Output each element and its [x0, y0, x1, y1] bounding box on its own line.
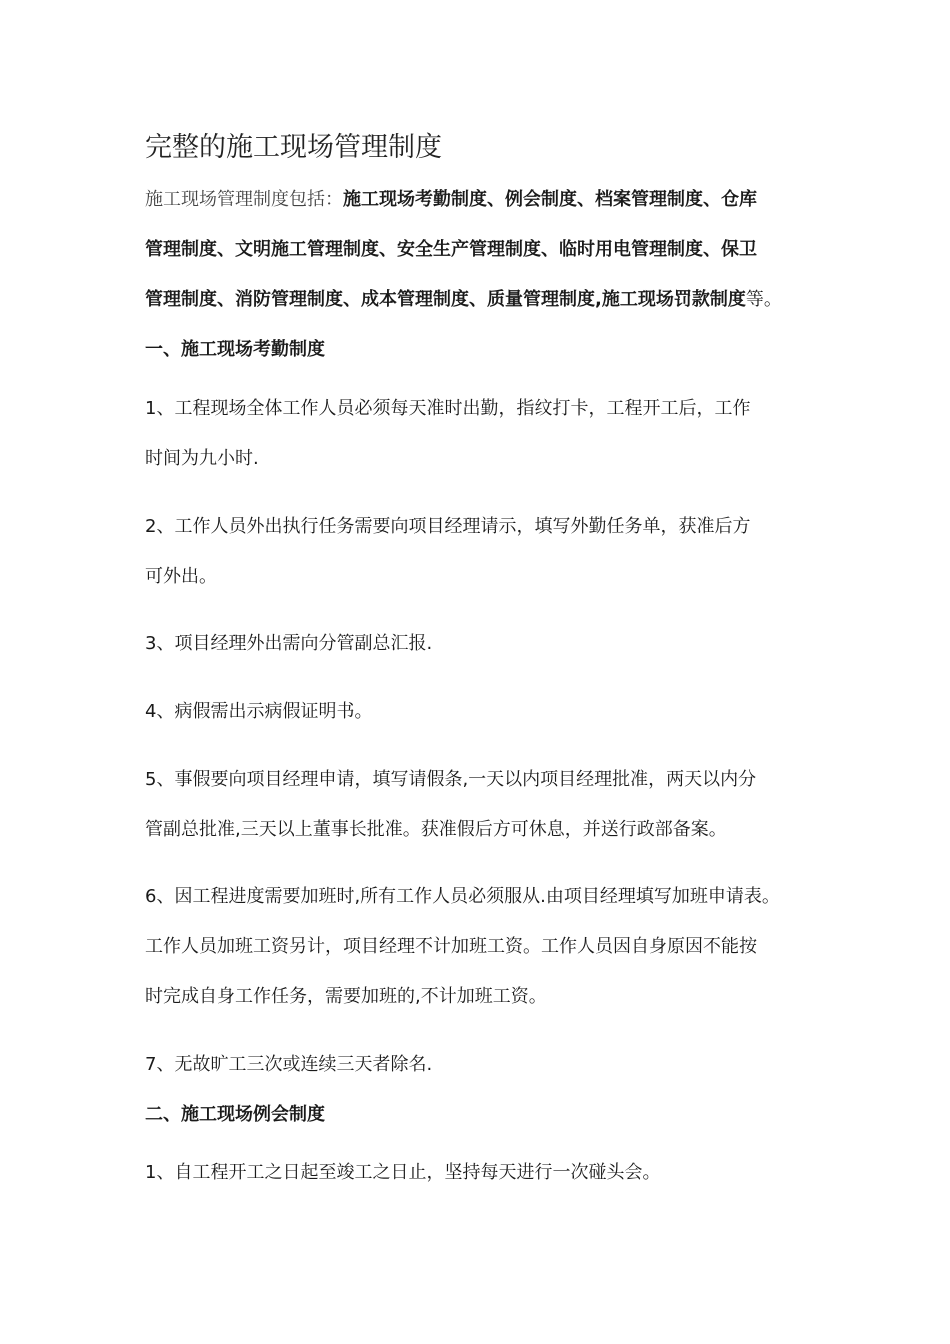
s1-item-6-line-1: 6、因工程进度需要加班时,所有工作人员必须服从.由项目经理填写加班申请表。	[145, 886, 780, 907]
intro-line-2: 管理制度、文明施工管理制度、安全生产管理制度、临时用电管理制度、保卫	[145, 239, 757, 260]
intro-bold-3: 管理制度、消防管理制度、成本管理制度、质量管理制度,施工现场罚款制度	[145, 289, 746, 310]
s1-item-6-line-2: 工作人员加班工资另计，项目经理不计加班工资。工作人员因自身原因不能按	[145, 936, 757, 957]
intro-suffix: 等。	[745, 289, 782, 310]
s1-item-1-line-2: 时间为九小时.	[145, 448, 259, 469]
s1-item-2-line-1: 2、工作人员外出执行任务需要向项目经理请示，填写外勤任务单，获准后方	[145, 516, 751, 537]
s1-item-5-line-2: 管副总批准,三天以上董事长批准。获准假后方可休息，并送行政部备案。	[145, 819, 727, 840]
s2-item-1: 1、自工程开工之日起至竣工之日止，坚持每天进行一次碰头会。	[145, 1162, 661, 1183]
s1-item-4: 4、病假需出示病假证明书。	[145, 701, 373, 722]
s1-item-7: 7、无故旷工三次或连续三天者除名.	[145, 1054, 433, 1075]
section-2-heading: 二、施工现场例会制度	[145, 1104, 325, 1125]
s1-item-1-line-1: 1、工程现场全体工作人员必须每天准时出勤，指纹打卡，工程开工后，工作	[145, 398, 751, 419]
intro-bold-1: 施工现场考勤制度、例会制度、档案管理制度、仓库	[343, 189, 757, 210]
s1-item-3: 3、项目经理外出需向分管副总汇报.	[145, 633, 433, 654]
intro-line-1	[145, 188, 757, 212]
document-title: 完整的施工现场管理制度	[145, 132, 442, 163]
s1-item-5-line-1: 5、事假要向项目经理申请，填写请假条,一天以内项目经理批准，两天以内分	[145, 769, 757, 790]
intro-prefix: 施工现场管理制度包括：	[145, 189, 343, 210]
intro-line-3	[145, 288, 782, 312]
s1-item-6-line-3: 时完成自身工作任务，需要加班的,不计加班工资。	[145, 986, 547, 1007]
section-1-heading: 一、施工现场考勤制度	[145, 339, 325, 360]
s1-item-2-line-2: 可外出。	[145, 566, 217, 587]
